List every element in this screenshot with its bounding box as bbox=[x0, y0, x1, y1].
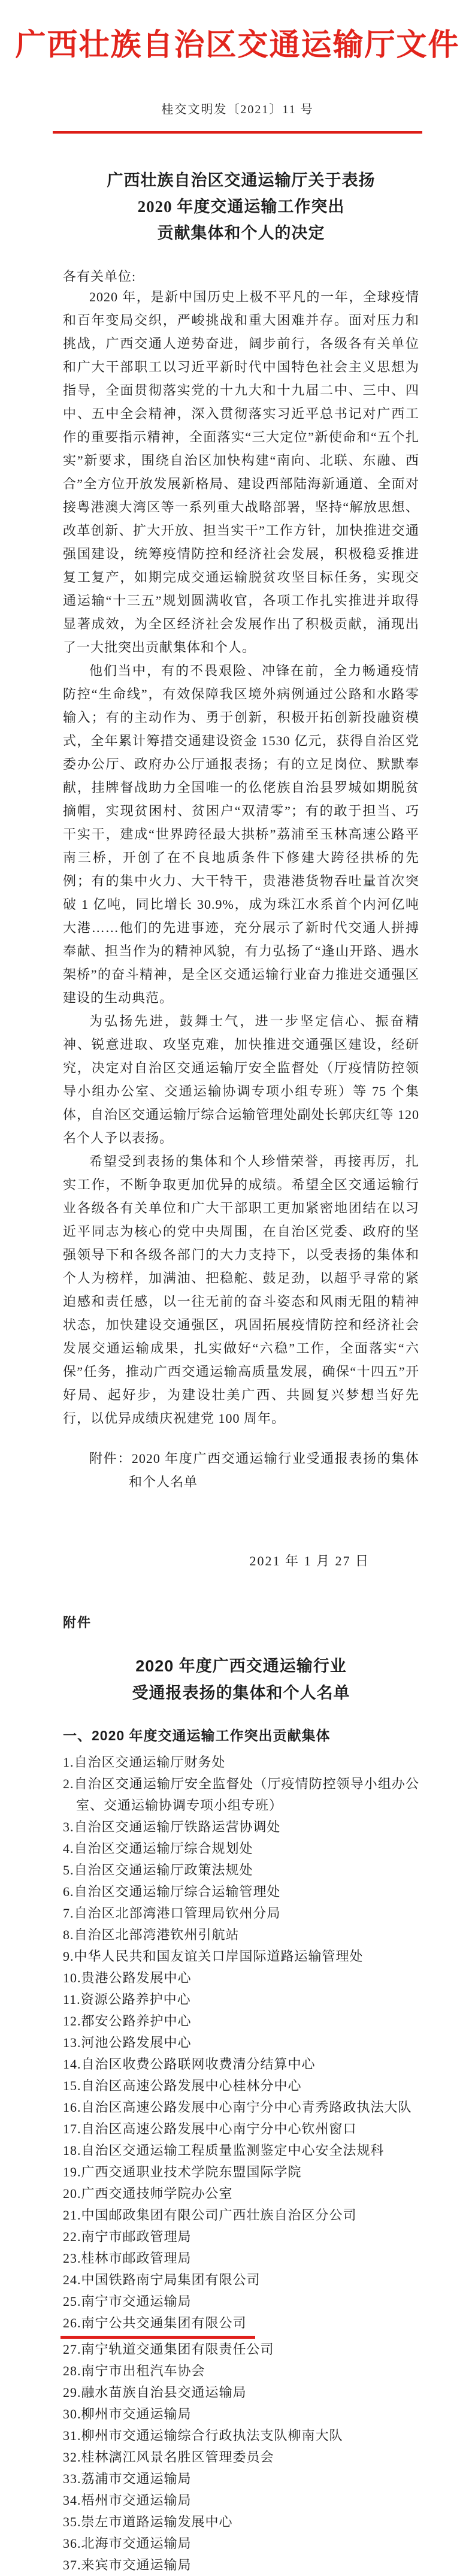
list-item bbox=[63, 1946, 419, 1967]
list-item-text: 7.自治区北部湾港口管理局钦州分局 bbox=[63, 1906, 281, 1921]
list-item bbox=[63, 2054, 419, 2075]
list-item bbox=[63, 1924, 419, 1946]
list-item-text: 14.自治区收费公路联网收费清分结算中心 bbox=[63, 2057, 316, 2072]
list-item-text: 5.自治区交通运输厅政策法规处 bbox=[63, 1863, 253, 1877]
list-item-text: 10.贵港公路发展中心 bbox=[63, 1970, 192, 1985]
list-item bbox=[63, 2360, 419, 2382]
list-item-text: 21.中国邮政集团有限公司广西壮族自治区分公司 bbox=[63, 2208, 357, 2223]
list-item-text: 11.资源公路养护中心 bbox=[63, 1992, 191, 2007]
list-item-text: 15.自治区高速公路发展中心桂林分中心 bbox=[63, 2078, 302, 2093]
document-title-line: 2020 年度交通运输工作突出 bbox=[137, 198, 345, 216]
list-item-text: 17.自治区高速公路发展中心南宁分中心钦州窗口 bbox=[63, 2121, 357, 2136]
attachment-note: 附件：2020 年度广西交通运输行业受通报表扬的集体和个人名单 bbox=[89, 1451, 419, 1489]
list-item-text: 25.南宁市交通运输局 bbox=[63, 2294, 192, 2309]
body-paragraph: 为弘扬先进，鼓舞士气，进一步坚定信心、振奋精神、锐意进取、攻坚克难，加快推进交通强区建设，经研究，决定对自治区交通运输厅安全监督处（厅疫情防控领导小组办公室、交通运输协调专项小组专班）等 75 个集体，自治区交通运输厅综合运输管理处副处长郭庆红等 120 名个人予以表扬。 bbox=[63, 1014, 419, 1145]
list-item-text: 4.自治区交通运输厅综合规划处 bbox=[63, 1841, 253, 1856]
list-item-text: 31.柳州市交通运输综合行政执法支队柳南大队 bbox=[63, 2428, 343, 2443]
list-item bbox=[63, 2339, 419, 2360]
list-item-text: 3.自治区交通运输厅铁路运营协调处 bbox=[63, 1819, 281, 1834]
list-item-text: 35.崇左市道路运输发展中心 bbox=[63, 2514, 233, 2529]
list-item bbox=[63, 1881, 419, 1903]
list-item bbox=[63, 1838, 419, 1860]
list-item bbox=[63, 1860, 419, 1881]
list-item bbox=[63, 1773, 419, 1816]
list-item bbox=[63, 2161, 419, 2183]
list-item bbox=[63, 2554, 419, 2576]
document-date: 2021 年 1 月 27 日 bbox=[249, 1553, 370, 1568]
list-item-text: 22.南宁市邮政管理局 bbox=[63, 2229, 192, 2244]
list-item-highlighted bbox=[63, 2312, 419, 2339]
appendix-title-line: 受通报表扬的集体和个人名单 bbox=[132, 1684, 350, 1702]
list-item bbox=[63, 2248, 419, 2269]
list-item-text: 2.自治区交通运输厅安全监督处（厅疫情防控领导小组办公室、交通运输协调专项小组专班） bbox=[63, 1776, 419, 1813]
list-item-text: 16.自治区高速公路发展中心南宁分中心青秀路政执法大队 bbox=[63, 2100, 412, 2115]
document-title-line: 广西壮族自治区交通运输厅关于表扬 bbox=[107, 171, 376, 189]
document-title-line: 贡献集体和个人的决定 bbox=[157, 224, 325, 242]
list-item bbox=[63, 2205, 419, 2226]
list-item bbox=[63, 1752, 419, 1773]
list-item bbox=[63, 1967, 419, 1989]
list-item-text: 23.桂林市邮政管理局 bbox=[63, 2251, 192, 2266]
salutation: 各有关单位: bbox=[63, 269, 137, 284]
appendix-list bbox=[63, 1752, 419, 2576]
list-item-text: 19.广西交通职业技术学院东盟国际学院 bbox=[63, 2164, 302, 2179]
list-item bbox=[63, 1903, 419, 1924]
list-item bbox=[63, 2291, 419, 2312]
doc-number: 桂交文明发〔2021〕11 号 bbox=[161, 103, 314, 116]
appendix-title bbox=[63, 1653, 419, 1707]
list-item bbox=[63, 2183, 419, 2205]
list-item bbox=[63, 2468, 419, 2490]
list-item-text: 13.河池公路发展中心 bbox=[63, 2035, 192, 2050]
list-item-text: 1.自治区交通运输厅财务处 bbox=[63, 1755, 226, 1770]
list-item-text: 9.中华人民共和国友谊关口岸国际道路运输管理处 bbox=[63, 1949, 364, 1964]
list-item bbox=[63, 2226, 419, 2248]
appendix-title-line: 2020 年度广西交通运输行业 bbox=[135, 1657, 347, 1675]
section-heading: 一、2020 年度交通运输工作突出贡献集体 bbox=[63, 1728, 331, 1743]
list-item bbox=[63, 1989, 419, 2010]
list-item-text: 20.广西交通技师学院办公室 bbox=[63, 2186, 233, 2201]
agency-title: 广西壮族自治区交通运输厅文件 bbox=[15, 29, 460, 62]
list-item bbox=[63, 2269, 419, 2291]
list-item-text: 18.自治区交通运输工程质量监测鉴定中心安全法规科 bbox=[63, 2143, 385, 2158]
list-item-text: 6.自治区交通运输厅综合运输管理处 bbox=[63, 1884, 281, 1899]
list-item bbox=[63, 1816, 419, 1838]
list-item-text: 26.南宁公共交通集团有限公司 bbox=[60, 2312, 255, 2339]
list-item bbox=[63, 2010, 419, 2032]
list-item-text: 37.来宾市交通运输局 bbox=[63, 2557, 192, 2572]
list-item bbox=[63, 2447, 419, 2468]
list-item bbox=[63, 2140, 419, 2161]
list-item bbox=[63, 2425, 419, 2447]
list-item bbox=[63, 2097, 419, 2118]
list-item-text: 27.南宁轨道交通集团有限责任公司 bbox=[63, 2342, 274, 2357]
list-item-text: 12.都安公路养护中心 bbox=[63, 2013, 192, 2028]
list-item-text: 34.梧州市交通运输局 bbox=[63, 2493, 192, 2508]
list-item bbox=[63, 2075, 419, 2097]
list-item bbox=[63, 2533, 419, 2554]
list-item bbox=[63, 2490, 419, 2511]
appendix-label: 附件 bbox=[63, 1615, 92, 1630]
list-item-text: 32.桂林漓江风景名胜区管理委员会 bbox=[63, 2450, 274, 2465]
list-item-text: 33.荔浦市交通运输局 bbox=[63, 2471, 192, 2486]
list-item bbox=[63, 2118, 419, 2140]
list-item bbox=[63, 2403, 419, 2425]
list-item bbox=[63, 2511, 419, 2533]
list-item-text: 36.北海市交通运输局 bbox=[63, 2536, 192, 2551]
list-item bbox=[63, 2032, 419, 2054]
list-item-text: 28.南宁市出租汽车协会 bbox=[63, 2363, 205, 2378]
body-paragraph: 2020 年，是新中国历史上极不平凡的一年，全球疫情和百年变局交织，严峻挑战和重大困难并存。面对压力和挑战，广西交通人逆势奋进，阔步前行，各级各有关单位和广大干部职工以习近平新时代中国特色社会主义思想为指导，全面贯彻落实党的十九大和十九届二中、三中、四中、五中全会精神，深入贯彻落实习近平总书记对广西工作的重要指示精神，全面落实“三大定位”新使命和“五个扎实”新要求，围绕自治区加快构建“南向、北联、东融、西合”全方位开放发展新格局、建设西部陆海新通道、全面对接粤港澳大湾区等一系列重大战略部署，坚持“解放思想、改革创新、扩大开放、担当实干”工作方针，加快推进交通强国建设，统筹疫情防控和经济社会发展，积极稳妥推进复工复产，如期完成交通运输脱贫攻坚目标任务，实现交通运输“十三五”规划圆满收官，各项工作扎实推进并取得显著成效，为全区经济社会发展作出了积极贡献，涌现出了一大批突出贡献集体和个人。 bbox=[63, 289, 419, 655]
document-body bbox=[63, 167, 419, 2576]
list-item bbox=[63, 2382, 419, 2403]
list-item-text: 24.中国铁路南宁局集团有限公司 bbox=[63, 2272, 261, 2287]
red-divider bbox=[53, 131, 422, 134]
list-item-text: 8.自治区北部湾港钦州引航站 bbox=[63, 1927, 240, 1942]
list-item-text: 29.融水苗族自治县交通运输局 bbox=[63, 2385, 247, 2400]
body-paragraph: 希望受到表扬的集体和个人珍惜荣誉，再接再厉，扎实工作，不断争取更加优异的成绩。希望全区交通运输行业各级各有关单位和广大干部职工更加紧密地团结在以习近平同志为核心的党中央周围，在自治区党委、政府的坚强领导下和各级各部门的大力支持下，以受表扬的集体和个人为榜样，加满油、把稳舵、鼓足劲，以超乎寻常的紧迫感和责任感，以一往无前的奋斗姿态和风雨无阻的精神状态，加快建设交通强区，巩固拓展疫情防控和经济社会发展交通运输成果，扎实做好“六稳”工作，全面落实“六保”任务，推动广西交通运输高质量发展，确保“十四五”开好局、起好步，为建设壮美广西、共圆复兴梦想当好先行，以优异成绩庆祝建党 100 周年。 bbox=[63, 1154, 419, 1426]
document-title bbox=[63, 167, 419, 246]
list-item-text: 30.柳州市交通运输局 bbox=[63, 2406, 192, 2421]
body-paragraph: 他们当中，有的不畏艰险、冲锋在前，全力畅通疫情防控“生命线”，有效保障我区境外病例通过公路和水路零输入；有的主动作为、勇于创新，积极开拓创新投融资模式，全年累计筹措交通建设资金 1530 亿元，获得自治区党委办公厅、政府办公厅通报表扬；有的立足岗位、默默奉献，挂牌督战助力全国唯一的仫佬族自治县罗城如期脱贫摘帽，实现贫困村、贫困户“双清零”；有的敢于担当、巧干实干，建成“世界跨径最大拱桥”荔浦至玉林高速公路平南三桥，开创了在不良地质条件下修建大跨径拱桥的先例；有的集中火力、大干特干，贵港港货物吞吐量首次突破 1 亿吨，同比增长 30.9%，成为珠江水系首个内河亿吨大港……他们的先进事迹，充分展示了新时代交通人拼搏奉献、担当作为的精神风貌，有力弘扬了“逢山开路、遇水架桥”的奋斗精神，是全区交通运输行业奋力推进交通强区建设的生动典范。 bbox=[63, 663, 419, 1005]
